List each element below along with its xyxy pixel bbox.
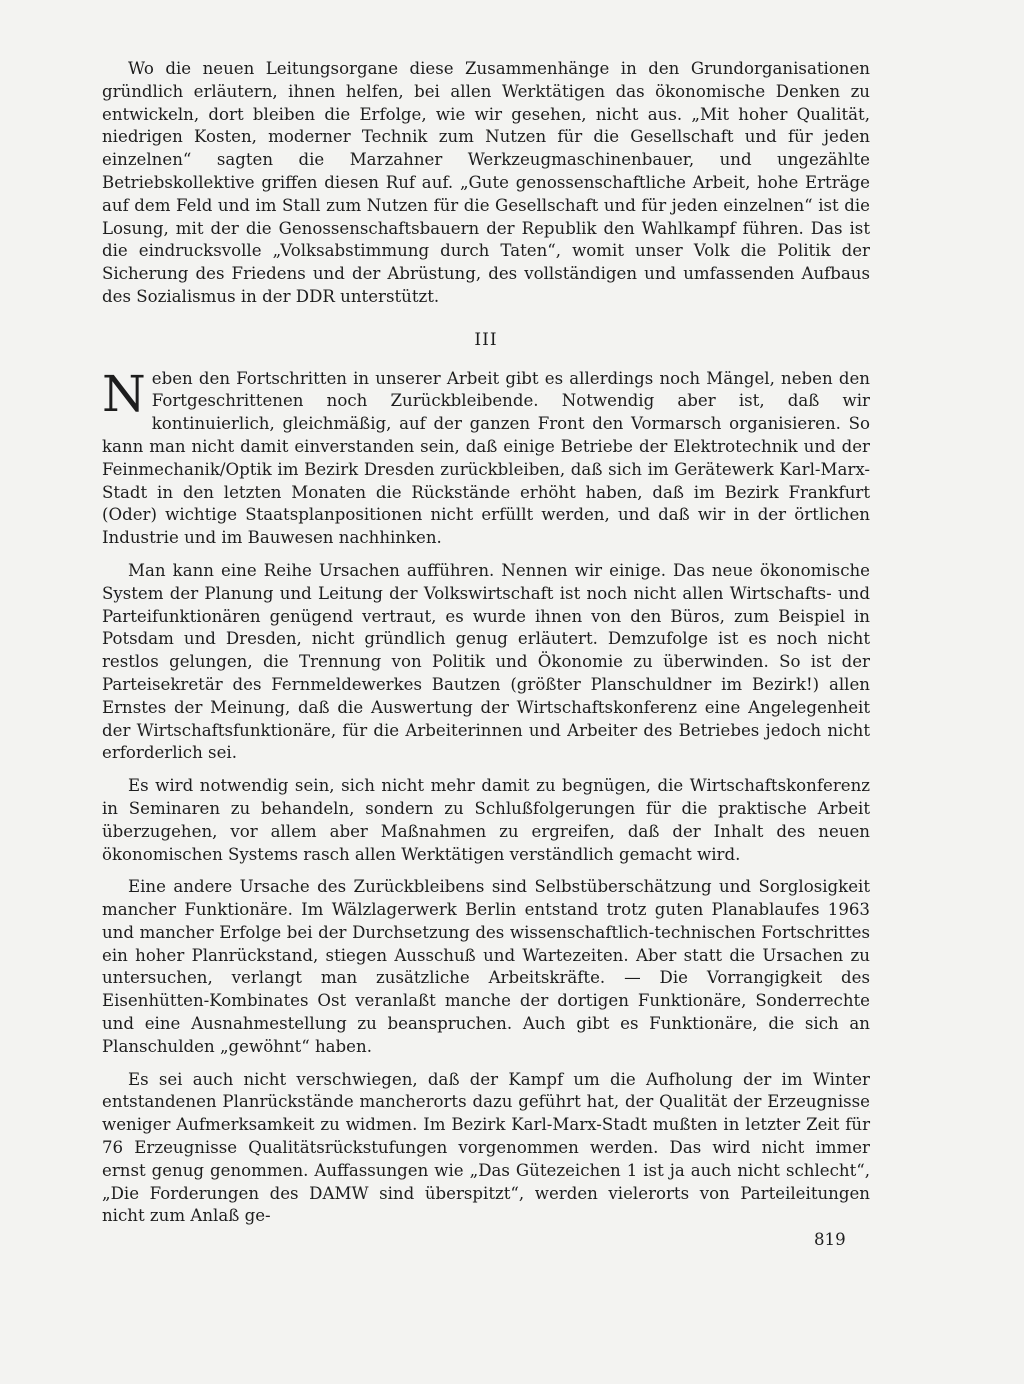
- dropcap-paragraph-text: eben den Fortschritten in unserer Arbeit gibt es allerdings noch Mängel, neben den Fortgeschrittenen noch Zurückbleibende. Notwendig aber ist, daß wir kontinuierlich, gleichmäßig, auf der ganzen Front den Vormarsch organisieren. So kann man nicht damit einverstanden sein, daß einige Betriebe der Elektrotechnik und der Feinmechanik/Optik im Bezirk Dresden zurückbleiben, daß sich im Gerätewerk Karl-Marx-Stadt in den letzten Monaten die Rückstände erhöht haben, daß im Bezirk Frankfurt (Oder) wichtige Staatsplanpositionen nicht erfüllt werden, und daß wir in der örtlichen Industrie und im Bauwesen nachhinken.: [102, 368, 870, 548]
- paragraph-dropcap: [102, 364, 870, 550]
- page-number: 819: [814, 1230, 846, 1249]
- paragraph-causes: Man kann eine Reihe Ursachen aufführen. Nennen wir einige. Das neue ökonomische System der Planung und Leitung der Volkswirtschaft ist noch nicht allen Wirtschafts- und Parteifunktionären genügend vertraut, es wurde ihnen von den Büros, zum Beispiel in Potsdam und Dresden, nicht gründlich genug erläutert. Demzufolge ist es noch nicht restlos gelungen, die Trennung von Politik und Ökonomie zu überwinden. So ist der Parteisekretär des Fernmeldewerkes Bautzen (größter Planschuldner im Bezirk!) allen Ernstes der Meinung, daß die Auswertung der Wirtschaftskonferenz eine Angelegenheit der Wirtschaftsfunktionäre, für die Arbeiterinnen und Arbeiter des Betriebes jedoch nicht erforderlich sei.: [102, 560, 870, 763]
- paragraph-overconfidence: Eine andere Ursache des Zurückbleibens sind Selbstüberschätzung und Sorglosigkeit mancher Funktionäre. Im Wälzlagerwerk Berlin entstand trotz guten Planablaufes 1963 und mancher Erfolge bei der Durchsetzung des wissenschaftlich-technischen Fortschrittes ein hoher Planrückstand, stiegen Ausschuß und Wartezeiten. Aber statt die Ursachen zu untersuchen, verlangt man zusätzliche Arbeitskräfte. — Die Vorrangigkeit des Eisenhütten-Kombinates Ost veranlaßt manche der dortigen Funktionäre, Sonderrechte und eine Ausnahmestellung zu beanspruchen. Auch gibt es Funktionäre, die sich an Planschulden „gewöhnt“ haben.: [102, 877, 870, 1056]
- paragraph-intro: Wo die neuen Leitungsorgane diese Zusammenhänge in den Grundorganisationen gründlich erläutern, ihnen helfen, bei allen Werktätigen das ökonomische Denken zu entwickeln, dort bleiben die Erfolge, wie wir gesehen, nicht aus. „Mit hoher Qualität, niedrigen Kosten, moderner Technik zum Nutzen für die Gesellschaft und für jeden einzelnen“ sagten die Marzahner Werkzeugmaschinenbauer, und ungezählte Betriebskollektive griffen diesen Ruf auf. „Gute genossenschaftliche Arbeit, hohe Erträge auf dem Feld und im Stall zum Nutzen für die Gesellschaft und für jeden einzelnen“ ist die Losung, mit der die Genossenschaftsbauern der Republik den Wahlkampf führen. Das ist die eindrucksvolle „Volksabstimmung durch Taten“, womit unser Volk die Politik der Sicherung des Friedens und der Abrüstung, des vollständigen und umfassenden Aufbaus des Sozialismus in der DDR unterstützt.: [102, 59, 870, 306]
- section-heading: III: [474, 329, 498, 350]
- dropcap-letter: N: [102, 364, 146, 423]
- paragraph-conference: Es wird notwendig sein, sich nicht mehr damit zu begnügen, die Wirtschaftskonferenz in Seminaren zu behandeln, sondern zu Schlußfolgerungen für die praktische Arbeit überzugehen, vor allem aber Maßnahmen zu ergreifen, daß der Inhalt des neuen ökonomischen Systems rasch allen Werktätigen verständlich gemacht wird.: [102, 776, 870, 864]
- paragraph-quality: Es sei auch nicht verschwiegen, daß der Kampf um die Aufholung der im Winter entstandenen Planrückstände mancherorts dazu geführt hat, der Qualität der Erzeugnisse weniger Aufmerksamkeit zu widmen. Im Bezirk Karl-Marx-Stadt mußten in letzter Zeit für 76 Erzeugnisse Qualitätsrückstufungen vorgenommen werden. Das wird nicht immer ernst genug genommen. Auffassungen wie „Das Gütezeichen 1 ist ja auch nicht schlecht“, „Die Forderungen des DAMW sind überspitzt“, werden vielerorts von Parteileitungen nicht zum Anlaß ge-: [102, 1069, 870, 1226]
- document-page: [102, 58, 870, 1228]
